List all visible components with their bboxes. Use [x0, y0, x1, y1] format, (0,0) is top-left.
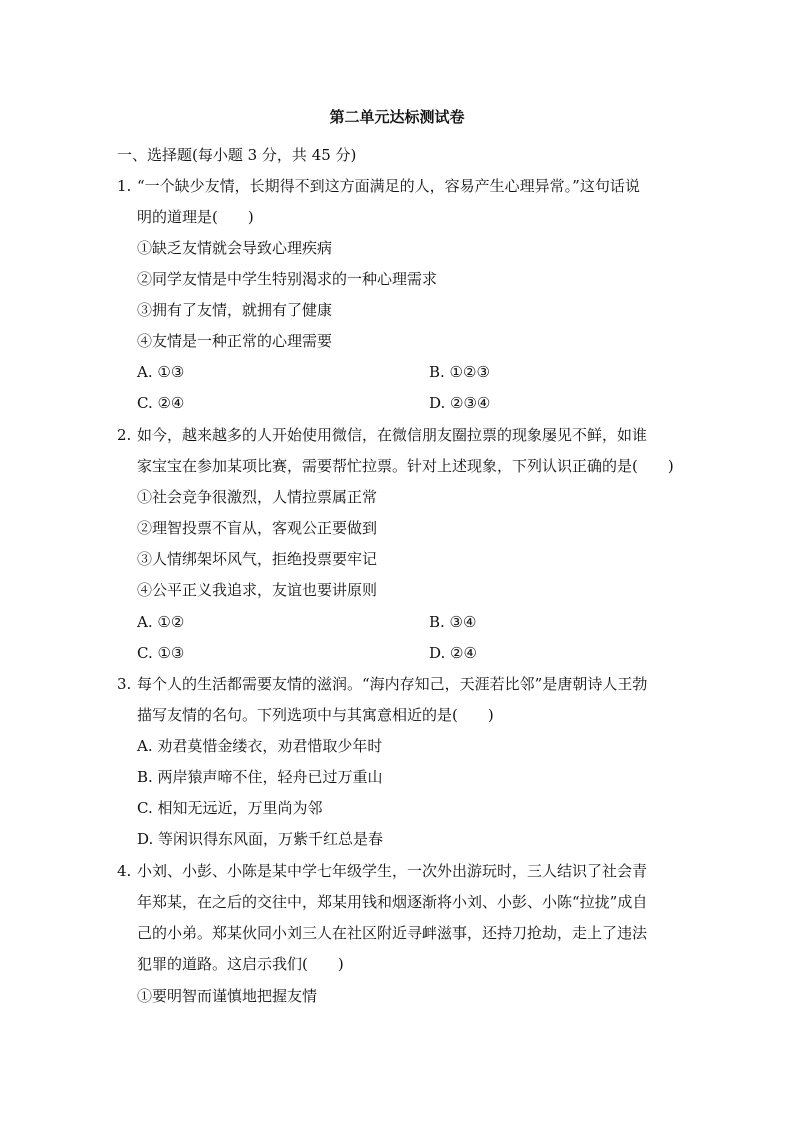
question-1-text-line-2: 明的道理是( ) — [137, 208, 254, 226]
question-4-statement-1: ①要明智而谨慎地把握友情 — [137, 987, 318, 1005]
question-1-statement-1: ①缺乏友情就会导致心理疾病 — [137, 239, 333, 257]
question-1-text-line-1: “一个缺少友情，长期得不到这方面满足的人，容易产生心理异常。”这句话说 — [137, 177, 640, 195]
question-3-option-c: C. 相知无远近，万里尚为邻 — [137, 799, 323, 817]
question-1-statement-4: ④友情是一种正常的心理需要 — [137, 332, 333, 350]
page-title: 第二单元达标测试卷 — [329, 108, 465, 126]
question-4-text-line-4: 犯罪的道路。这启示我们( ) — [137, 955, 344, 973]
question-4-text-line-1: 小刘、小彭、小陈是某中学七年级学生，一次外出游玩时，三人结识了社会青 — [137, 862, 648, 880]
question-1-statement-3: ③拥有了友情，就拥有了健康 — [137, 301, 333, 319]
question-4-text-line-2: 年郑某，在之后的交往中，郑某用钱和烟逐渐将小刘、小彭、小陈“拉拢”成自 — [137, 893, 648, 911]
question-3-option-d: D. 等闲识得东风面，万紫千红总是春 — [137, 830, 384, 848]
question-2-text-line-1: 如今，越来越多的人开始使用微信，在微信朋友圈拉票的现象屡见不鲜，如谁 — [137, 426, 648, 444]
question-1-option-a: A. ①③ — [137, 363, 185, 381]
section-heading: 一、选择题(每小题 3 分，共 45 分) — [117, 146, 357, 164]
question-2-statement-4: ④公平正义我追求，友谊也要讲原则 — [137, 581, 378, 599]
question-4-text-line-3: 己的小弟。郑某伙同小刘三人在社区附近寻衅滋事，还持刀抢劫，走上了违法 — [137, 924, 648, 942]
question-1-option-b: B. ①②③ — [429, 363, 490, 381]
question-1-option-d: D. ②③④ — [429, 394, 491, 412]
question-3-number: 3. — [117, 675, 132, 693]
question-2-option-b: B. ③④ — [429, 613, 477, 631]
question-1-option-c: C. ②④ — [137, 394, 185, 412]
question-2-statement-3: ③人情绑架坏风气，拒绝投票要牢记 — [137, 550, 378, 568]
question-3-option-b: B. 两岸猿声啼不住，轻舟已过万重山 — [137, 768, 383, 786]
question-3-option-a: A. 劝君莫惜金缕衣，劝君惜取少年时 — [137, 737, 383, 755]
question-2-option-d: D. ②④ — [429, 644, 477, 662]
question-2-number: 2. — [117, 426, 132, 444]
question-2-text-line-2: 家宝宝在参加某项比赛，需要帮忙拉票。针对上述现象，下列认识正确的是( ) — [137, 457, 674, 475]
question-2-option-c: C. ①③ — [137, 644, 185, 662]
question-3-text-line-1: 每个人的生活都需要友情的滋润。“海内存知己，天涯若比邻”是唐朝诗人王勃 — [137, 675, 648, 693]
question-1-number: 1. — [117, 177, 132, 195]
question-2-statement-2: ②理智投票不盲从，客观公正要做到 — [137, 519, 378, 537]
question-3-text-line-2: 描写友情的名句。下列选项中与其寓意相近的是( ) — [137, 706, 494, 724]
question-2-statement-1: ①社会竞争很激烈，人情拉票属正常 — [137, 488, 378, 506]
question-2-option-a: A. ①② — [137, 613, 185, 631]
question-4-number: 4. — [117, 862, 132, 880]
question-1-statement-2: ②同学友情是中学生特别渴求的一种心理需求 — [137, 270, 438, 288]
